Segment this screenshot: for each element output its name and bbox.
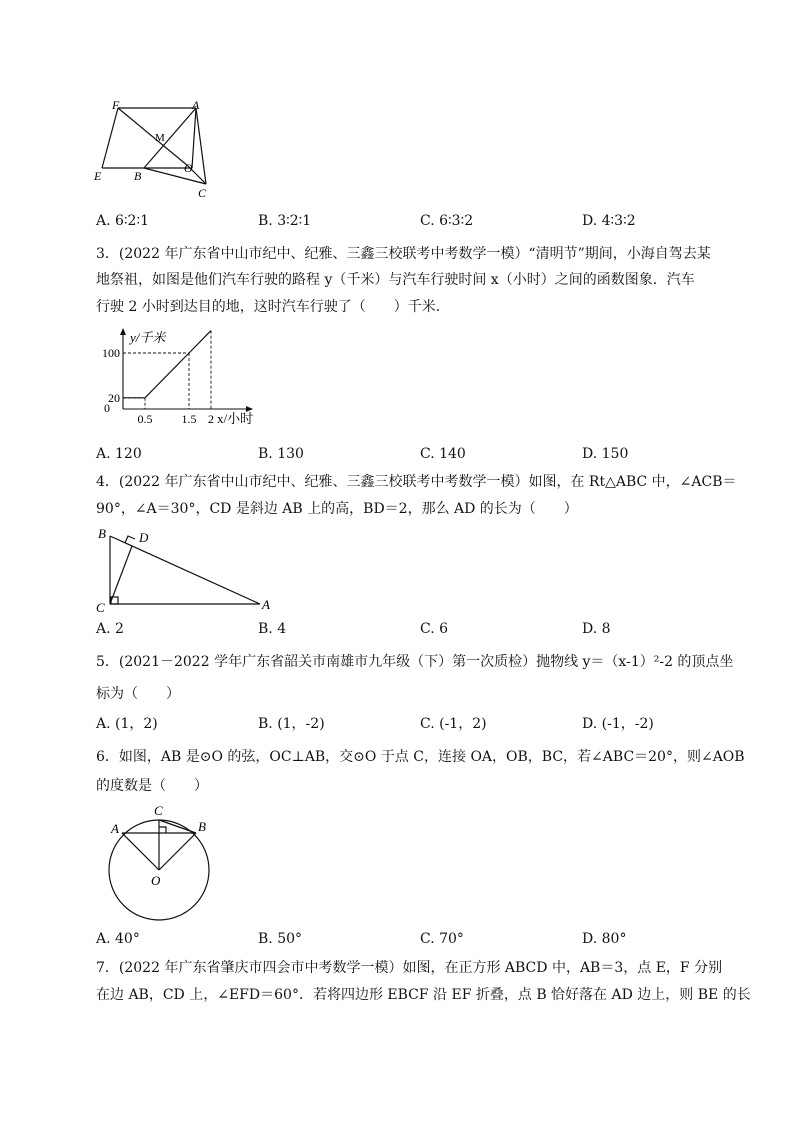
x-tick-label: 2: [208, 412, 214, 426]
q3-option-a: A. 120: [96, 446, 142, 462]
label-E: E: [94, 169, 102, 183]
label-F: F: [112, 98, 120, 112]
label-A: A: [111, 821, 119, 836]
q5-text-line2: 标为（ ）: [96, 686, 180, 702]
q4-text-line1: 4．(2022 年广东省中山市纪中、纪雅、三鑫三校联考中考数学一模）如图，在 Rt△ABC 中，∠ACB＝: [96, 474, 737, 490]
label-A: A: [192, 98, 200, 112]
q2-option-c: C. 6∶3∶2: [420, 213, 474, 229]
x-tick-label: 1.5: [181, 412, 197, 426]
q3-option-b: B. 130: [258, 446, 304, 462]
q5-option-c: C. (-1，2): [420, 716, 487, 732]
label-B: B: [98, 526, 106, 541]
q3-option-d: D. 150: [582, 446, 629, 462]
y-axis-arrow: [120, 328, 126, 335]
figure-parallelogram: [92, 96, 222, 204]
label-B: B: [134, 169, 142, 183]
q3-text-line2: 地祭祖，如图是他们汽车行驶的路程 y（千米）与汽车行驶时间 x（小时）之间的函数图象．汽车: [96, 272, 695, 288]
q6-text-line2: 的度数是（ ）: [96, 778, 208, 794]
label-O: O: [184, 161, 193, 175]
label-A: A: [262, 597, 270, 612]
q6-option-c: C. 70°: [420, 931, 464, 947]
label-M: M: [155, 132, 165, 144]
q4-option-a: A. 2: [96, 621, 124, 637]
label-O: O: [151, 873, 161, 888]
q6-option-d: D. 80°: [582, 931, 627, 947]
q6-option-b: B. 50°: [258, 931, 303, 947]
label-C: C: [154, 803, 163, 818]
q6-text-line1: 6．如图，AB 是⊙O 的弦，OC⊥AB，交⊙O 于点 C，连接 OA，OB，BC，若∠ABC＝20°，则∠AOB: [96, 749, 745, 765]
label-C: C: [198, 186, 207, 200]
q2-option-d: D. 4∶3∶2: [582, 213, 636, 229]
q5-text-line1: 5．(2021－2022 学年广东省韶关市南雄市九年级（下）第一次质检）抛物线 y＝（x-1）²-2 的顶点坐: [96, 654, 734, 670]
q4-option-b: B. 4: [258, 621, 287, 637]
q6-option-a: A. 40°: [96, 931, 140, 947]
q4-option-c: C. 6: [420, 621, 449, 637]
x-axis-label: x/小时: [217, 411, 254, 426]
label-D: D: [139, 530, 149, 545]
q7-text-line1: 7．(2022 年广东省肇庆市四会市中考数学一模）如图，在正方形 ABCD 中，AB＝3，点 E，F 分别: [96, 960, 723, 976]
x-tick-label: 0.5: [137, 412, 153, 426]
y-axis-label: y/千米: [130, 330, 166, 345]
y-tick-label: 20: [108, 390, 120, 405]
origin-label: 0: [104, 401, 110, 415]
q5-option-d: D. (-1，-2): [582, 716, 654, 732]
figure-right-triangle: [92, 524, 282, 616]
label-B: B: [198, 819, 206, 834]
q4-text-line2: 90°，∠A＝30°，CD 是斜边 AB 上的高，BD＝2，那么 AD 的长为（ ）: [96, 501, 578, 517]
q5-option-b: B. (1，-2): [258, 716, 325, 732]
y-tick-label: 100: [102, 346, 120, 360]
q5-option-a: A. (1，2): [96, 716, 158, 732]
q3-text-line1: 3．(2022 年广东省中山市纪中、纪雅、三鑫三校联考中考数学一模）“清明节”期间，小海自驾去某: [96, 246, 711, 262]
q4-option-d: D. 8: [582, 621, 611, 637]
figure-circle: [100, 800, 220, 922]
q3-function-graph: [96, 326, 266, 428]
label-C: C: [96, 600, 105, 615]
q2-option-b: B. 3∶2∶1: [258, 213, 312, 229]
q3-text-line3: 行驶 2 小时到达目的地，这时汽车行驶了（ ）千米．: [96, 299, 450, 315]
q2-option-a: A. 6∶2∶1: [96, 213, 150, 229]
q3-option-c: C. 140: [420, 446, 466, 462]
q7-text-line2: 在边 AB，CD 上，∠EFD＝60°．若将四边形 EBCF 沿 EF 折叠，点 B 恰好落在 AD 边上，则 BE 的长: [96, 987, 751, 1003]
